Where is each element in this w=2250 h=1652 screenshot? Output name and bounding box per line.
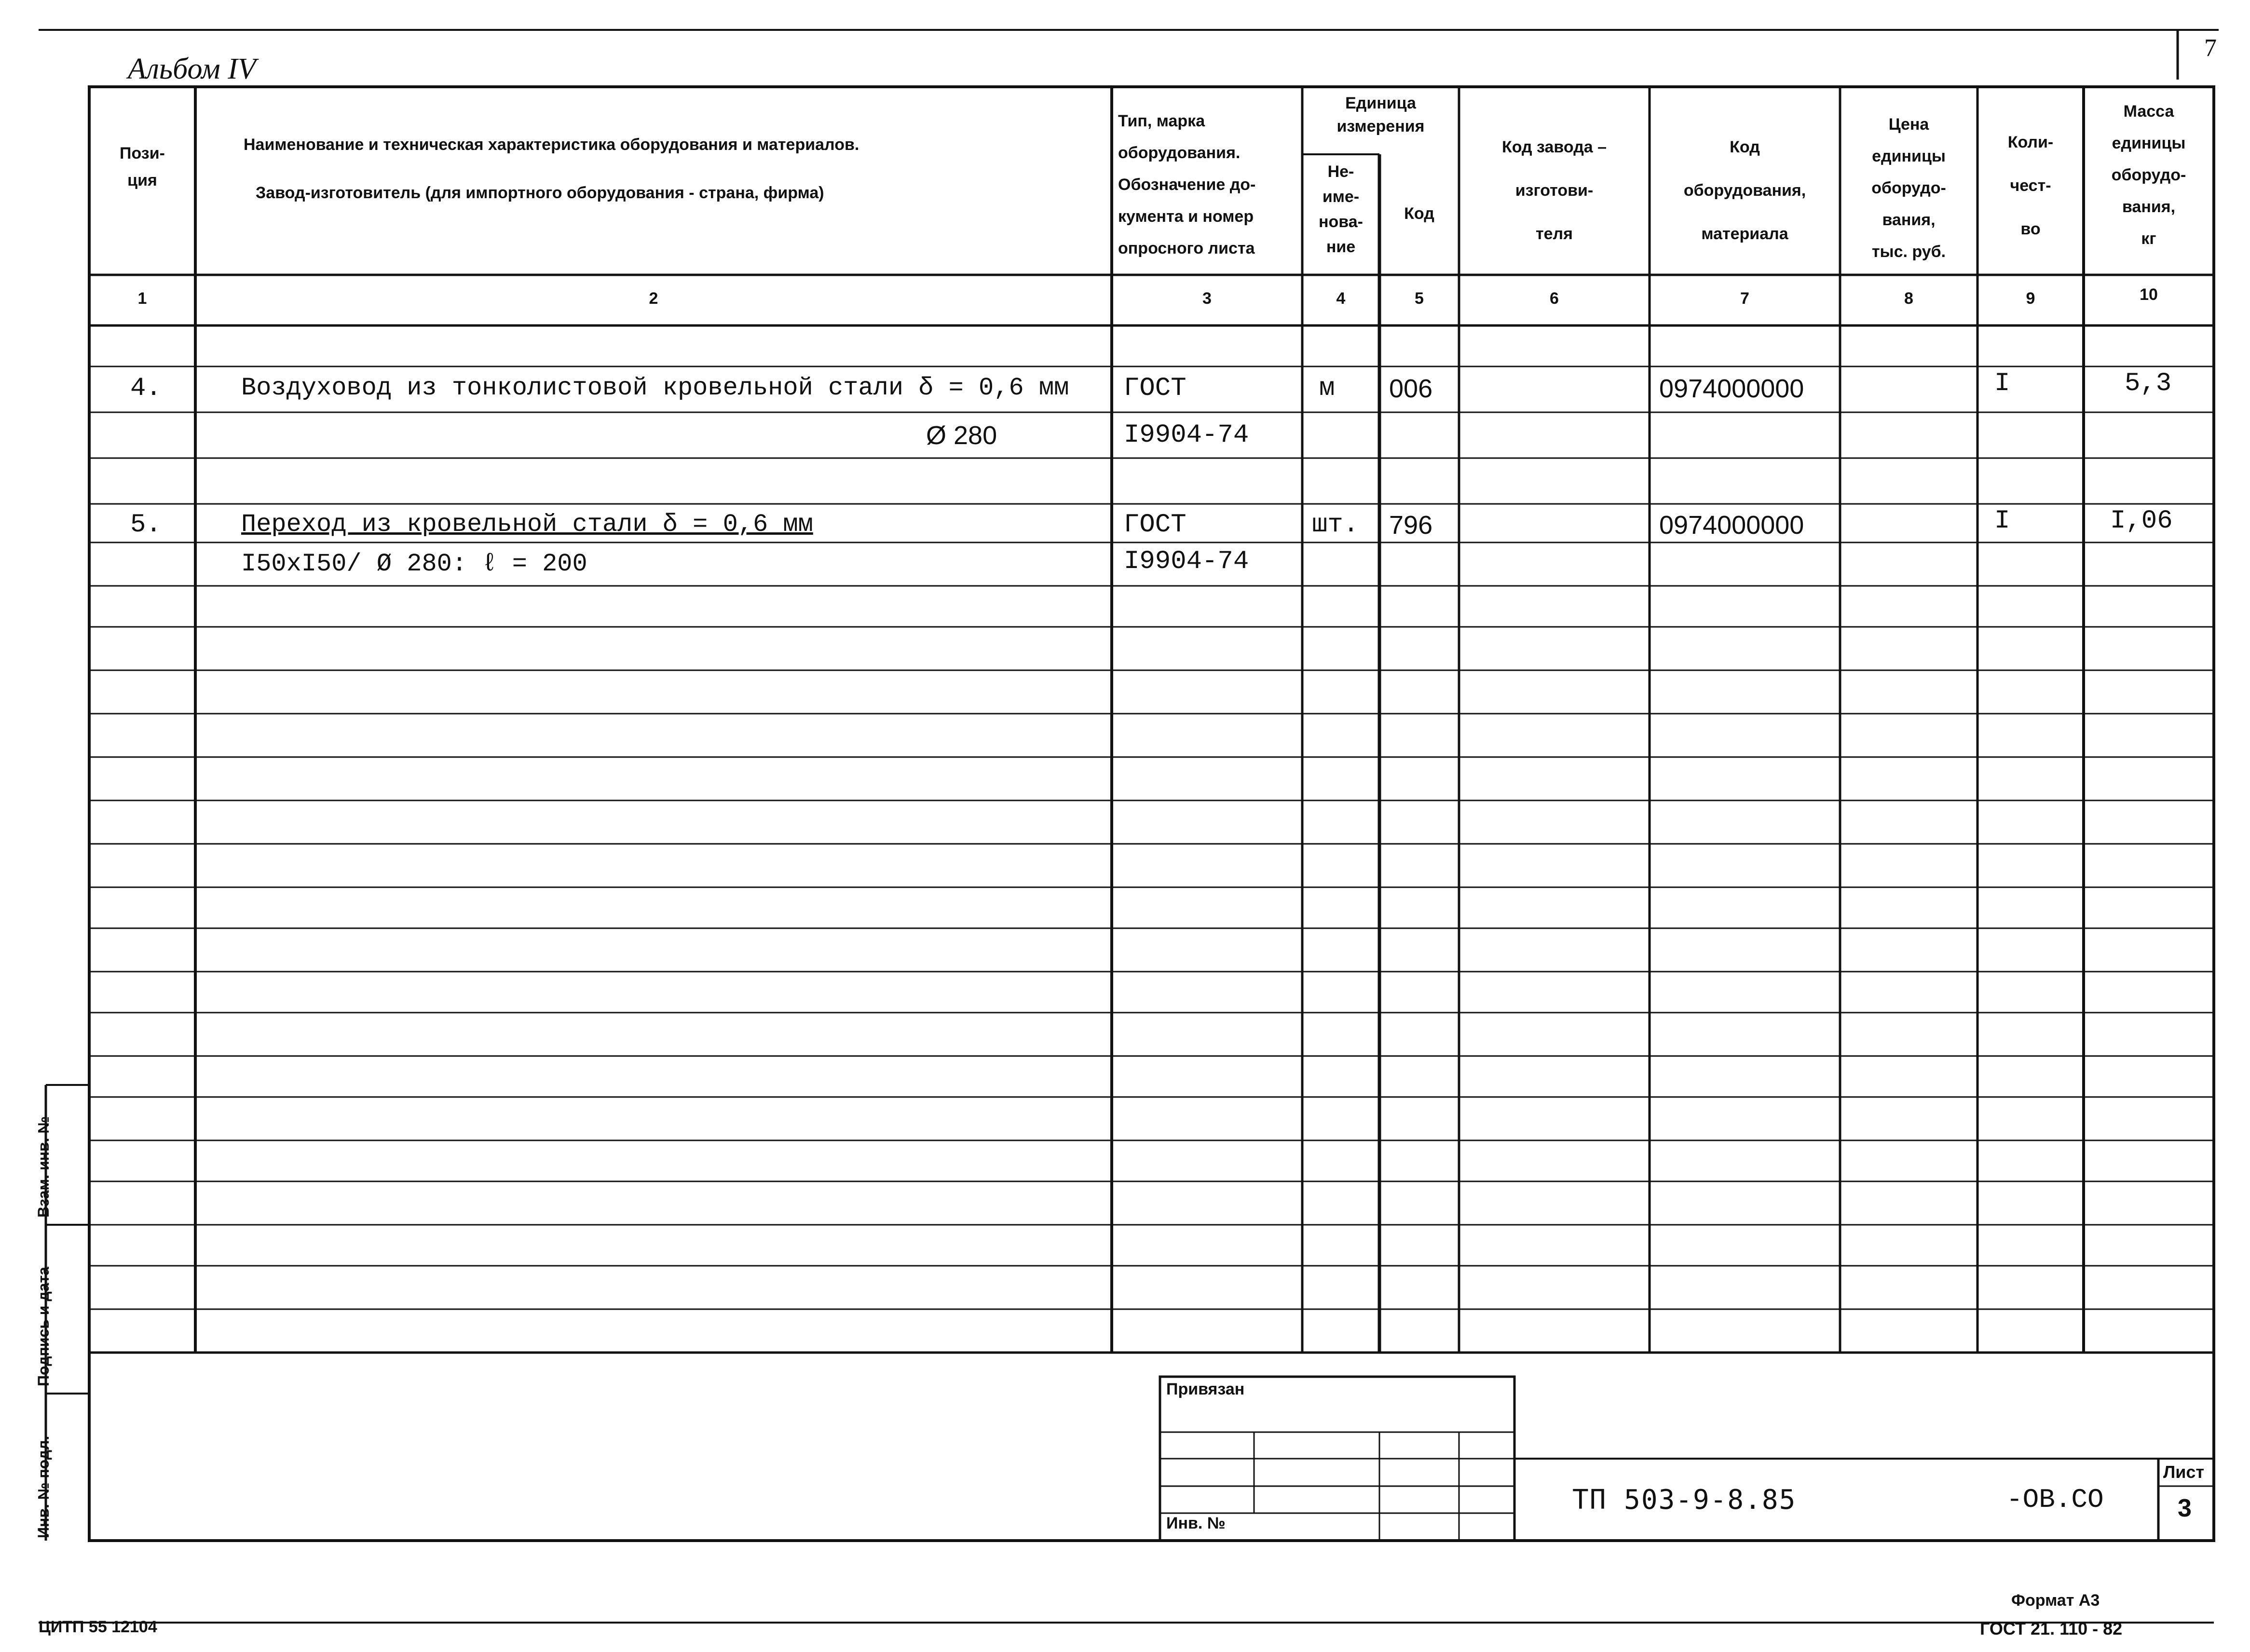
row-4-unit-code: 006 [1389, 374, 1433, 403]
row-5-name-line2: I50xI50/ Ø 280: ℓ = 200 [241, 550, 587, 578]
column-number: 4 [1336, 289, 1346, 308]
row-4-mass: 5,3 [2125, 369, 2172, 398]
row-4-quantity: I [1994, 369, 2010, 398]
column-number: 1 [137, 289, 147, 308]
footer-standard: ГОСТ 21. 110 - 82 [1980, 1619, 2123, 1638]
row-5-quantity: I [1994, 506, 2010, 536]
stamp-sheet-label: Лист [2163, 1462, 2205, 1482]
row-5-name: Переход из кровельной стали δ = 0,6 мм [241, 510, 813, 539]
header-quantity: Коли- чест- во [2007, 133, 2054, 238]
header-unit-code: Код [1404, 204, 1434, 223]
row-5-mass: I,06 [2110, 506, 2173, 536]
row-4-name-line2: Ø 280 [926, 421, 997, 450]
header-equipment-code: Код оборудования, материала [1683, 138, 1806, 243]
stamp-document-suffix: -ОВ.СО [2006, 1484, 2104, 1515]
side-label-signature-date: Подпись и дата [35, 1267, 52, 1386]
column-number: 6 [1550, 289, 1559, 308]
column-number: 5 [1415, 289, 1424, 308]
header-mass: Масса единицы оборудо- вания, кг [2111, 102, 2186, 248]
column-number: 10 [2140, 285, 2158, 304]
header-name-line1: Наименование и техническая характеристика оборудования и материалов. [244, 135, 859, 154]
header-factory-code: Код завода – изготови- теля [1501, 138, 1607, 243]
stamp-attached-label: Привязан [1166, 1380, 1245, 1398]
header-unit-name: Не- име- нова- ние [1319, 162, 1363, 256]
row-5-type-line2: I9904-74 [1124, 547, 1249, 576]
header-name-line2: Завод-изготовитель (для импортного оборудования - страна, фирма) [256, 184, 824, 202]
row-5-type-line1: ГОСТ [1124, 510, 1186, 540]
column-number: 8 [1904, 289, 1913, 308]
album-label: Альбом IV [128, 53, 256, 85]
header-position: Пози- ция [120, 144, 165, 190]
column-number: 2 [649, 289, 658, 308]
row-4-equipment-code: 0974000000 [1659, 374, 1804, 403]
row-5-unit-code: 796 [1389, 511, 1433, 540]
side-label-replacement-inv: Взам. инв. № [35, 1116, 52, 1218]
header-type: Тип, марка оборудования. Обозначение до- кумента и номер опросного листа [1118, 112, 1256, 257]
row-5-unit: шт. [1312, 510, 1359, 540]
row-4-name: Воздуховод из тонколистовой кровельной стали δ = 0,6 мм [241, 374, 1069, 402]
row-4-unit: м [1319, 374, 1335, 403]
footer-printer: ЦИТП 55 12104 [39, 1618, 157, 1636]
row-5-position: 5. [130, 510, 162, 540]
column-number: 7 [1740, 289, 1749, 308]
footer-format: Формат А3 [2011, 1591, 2100, 1610]
column-number: 9 [2026, 289, 2035, 308]
column-number: 3 [1202, 289, 1212, 308]
row-5-equipment-code: 0974000000 [1659, 511, 1804, 540]
row-4-type-line2: I9904-74 [1124, 420, 1249, 450]
stamp-document-code: ТП 503-9-8.85 [1572, 1484, 1797, 1516]
row-4-type-line1: ГОСТ [1124, 374, 1186, 403]
stamp-sheet-number: 3 [2178, 1494, 2192, 1522]
row-4-position: 4. [130, 374, 162, 403]
side-label-original-inv: Инв. № подл. [35, 1435, 52, 1538]
header-price: Цена единицы оборудо- вания, тыс. руб. [1871, 115, 1946, 261]
header-unit-group: Единица измерения [1336, 94, 1425, 135]
stamp-inv-label: Инв. № [1166, 1514, 1226, 1532]
page-corner-number: 7 [2204, 34, 2217, 62]
